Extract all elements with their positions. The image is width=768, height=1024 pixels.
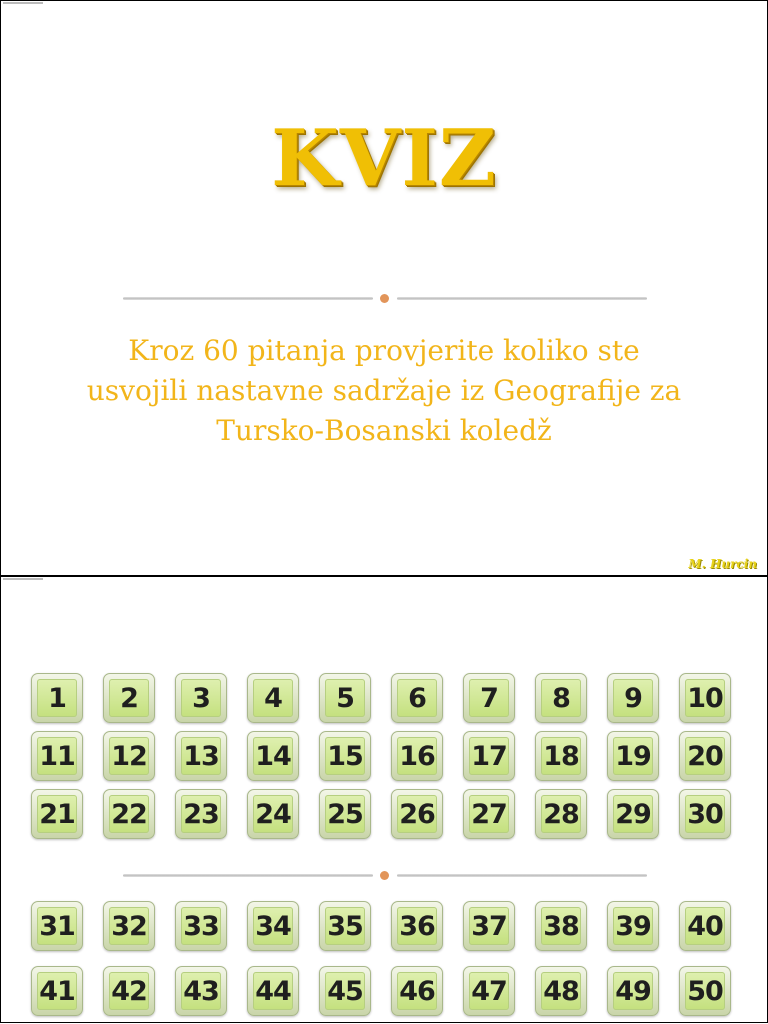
question-number-label: 11 — [37, 737, 77, 775]
quiz-subtitle — [1, 331, 767, 451]
slide-header-mark — [3, 2, 43, 4]
question-number-label: 10 — [685, 679, 725, 717]
title-divider — [123, 293, 647, 305]
question-button-15[interactable] — [319, 731, 371, 781]
question-number-label: 9 — [613, 679, 653, 717]
question-number-label: 29 — [613, 795, 653, 833]
question-button-46[interactable] — [391, 966, 443, 1016]
question-button-16[interactable] — [391, 731, 443, 781]
question-button-32[interactable] — [103, 901, 155, 951]
grid-divider — [123, 870, 647, 882]
question-button-33[interactable] — [175, 901, 227, 951]
question-number-label: 43 — [181, 972, 221, 1010]
question-button-23[interactable] — [175, 789, 227, 839]
question-number-label: 48 — [541, 972, 581, 1010]
question-menu-slide — [0, 576, 768, 1023]
question-number-label: 31 — [37, 907, 77, 945]
question-number-label: 42 — [109, 972, 149, 1010]
question-button-12[interactable] — [103, 731, 155, 781]
question-button-39[interactable] — [607, 901, 659, 951]
question-button-40[interactable] — [679, 901, 731, 951]
question-button-6[interactable] — [391, 673, 443, 723]
question-grid-bottom — [31, 901, 731, 1016]
question-number-label: 24 — [253, 795, 293, 833]
question-button-44[interactable] — [247, 966, 299, 1016]
question-number-label: 27 — [469, 795, 509, 833]
question-number-label: 20 — [685, 737, 725, 775]
author-signature: M. Hurcin — [688, 557, 757, 571]
question-button-34[interactable] — [247, 901, 299, 951]
quiz-title: KVIZ — [271, 113, 497, 204]
question-button-10[interactable] — [679, 673, 731, 723]
question-number-label: 2 — [109, 679, 149, 717]
question-button-35[interactable] — [319, 901, 371, 951]
question-number-label: 21 — [37, 795, 77, 833]
question-button-2[interactable] — [103, 673, 155, 723]
question-number-label: 37 — [469, 907, 509, 945]
question-number-label: 28 — [541, 795, 581, 833]
question-button-37[interactable] — [463, 901, 515, 951]
question-number-label: 26 — [397, 795, 437, 833]
question-number-label: 46 — [397, 972, 437, 1010]
divider-line-right — [397, 297, 647, 300]
divider-dot — [380, 294, 389, 303]
subtitle-line-2: usvojili nastavne sadržaje iz Geografije za — [86, 374, 682, 407]
question-number-label: 25 — [325, 795, 365, 833]
question-button-1[interactable] — [31, 673, 83, 723]
question-button-50[interactable] — [679, 966, 731, 1016]
question-number-label: 15 — [325, 737, 365, 775]
question-number-label: 3 — [181, 679, 221, 717]
question-number-label: 19 — [613, 737, 653, 775]
question-number-label: 12 — [109, 737, 149, 775]
question-number-label: 47 — [469, 972, 509, 1010]
question-button-36[interactable] — [391, 901, 443, 951]
question-button-49[interactable] — [607, 966, 659, 1016]
question-button-22[interactable] — [103, 789, 155, 839]
question-number-label: 17 — [469, 737, 509, 775]
subtitle-line-1: Kroz 60 pitanja provjerite koliko ste — [128, 334, 640, 367]
question-button-38[interactable] — [535, 901, 587, 951]
divider-line-right — [397, 874, 647, 877]
question-button-41[interactable] — [31, 966, 83, 1016]
question-button-11[interactable] — [31, 731, 83, 781]
question-button-27[interactable] — [463, 789, 515, 839]
question-button-21[interactable] — [31, 789, 83, 839]
question-button-26[interactable] — [391, 789, 443, 839]
question-button-30[interactable] — [679, 789, 731, 839]
question-number-label: 23 — [181, 795, 221, 833]
question-number-label: 6 — [397, 679, 437, 717]
question-number-label: 5 — [325, 679, 365, 717]
question-button-31[interactable] — [31, 901, 83, 951]
question-number-label: 13 — [181, 737, 221, 775]
question-number-label: 14 — [253, 737, 293, 775]
question-button-42[interactable] — [103, 966, 155, 1016]
question-number-label: 22 — [109, 795, 149, 833]
question-button-8[interactable] — [535, 673, 587, 723]
question-number-label: 39 — [613, 907, 653, 945]
question-number-label: 35 — [325, 907, 365, 945]
question-button-28[interactable] — [535, 789, 587, 839]
question-number-label: 18 — [541, 737, 581, 775]
question-button-19[interactable] — [607, 731, 659, 781]
slide-header-mark — [3, 578, 43, 580]
question-number-label: 40 — [685, 907, 725, 945]
question-button-14[interactable] — [247, 731, 299, 781]
question-number-label: 41 — [37, 972, 77, 1010]
question-button-25[interactable] — [319, 789, 371, 839]
question-number-label: 30 — [685, 795, 725, 833]
question-number-label: 44 — [253, 972, 293, 1010]
question-number-label: 1 — [37, 679, 77, 717]
question-button-9[interactable] — [607, 673, 659, 723]
divider-dot — [380, 871, 389, 880]
question-button-47[interactable] — [463, 966, 515, 1016]
question-button-24[interactable] — [247, 789, 299, 839]
question-number-label: 34 — [253, 907, 293, 945]
question-number-label: 50 — [685, 972, 725, 1010]
question-button-5[interactable] — [319, 673, 371, 723]
question-number-label: 16 — [397, 737, 437, 775]
question-number-label: 32 — [109, 907, 149, 945]
question-number-label: 7 — [469, 679, 509, 717]
subtitle-line-3: Tursko-Bosanski koledž — [216, 414, 552, 447]
question-grid-top — [31, 673, 731, 839]
question-button-7[interactable] — [463, 673, 515, 723]
question-number-label: 4 — [253, 679, 293, 717]
divider-line-left — [123, 874, 373, 877]
question-number-label: 49 — [613, 972, 653, 1010]
question-button-17[interactable] — [463, 731, 515, 781]
question-button-3[interactable] — [175, 673, 227, 723]
question-number-label: 38 — [541, 907, 581, 945]
divider-line-left — [123, 297, 373, 300]
question-number-label: 45 — [325, 972, 365, 1010]
question-button-29[interactable] — [607, 789, 659, 839]
question-button-43[interactable] — [175, 966, 227, 1016]
question-number-label: 36 — [397, 907, 437, 945]
question-number-label: 33 — [181, 907, 221, 945]
question-button-48[interactable] — [535, 966, 587, 1016]
question-number-label: 8 — [541, 679, 581, 717]
question-button-13[interactable] — [175, 731, 227, 781]
question-button-18[interactable] — [535, 731, 587, 781]
question-button-4[interactable] — [247, 673, 299, 723]
question-button-20[interactable] — [679, 731, 731, 781]
question-button-45[interactable] — [319, 966, 371, 1016]
